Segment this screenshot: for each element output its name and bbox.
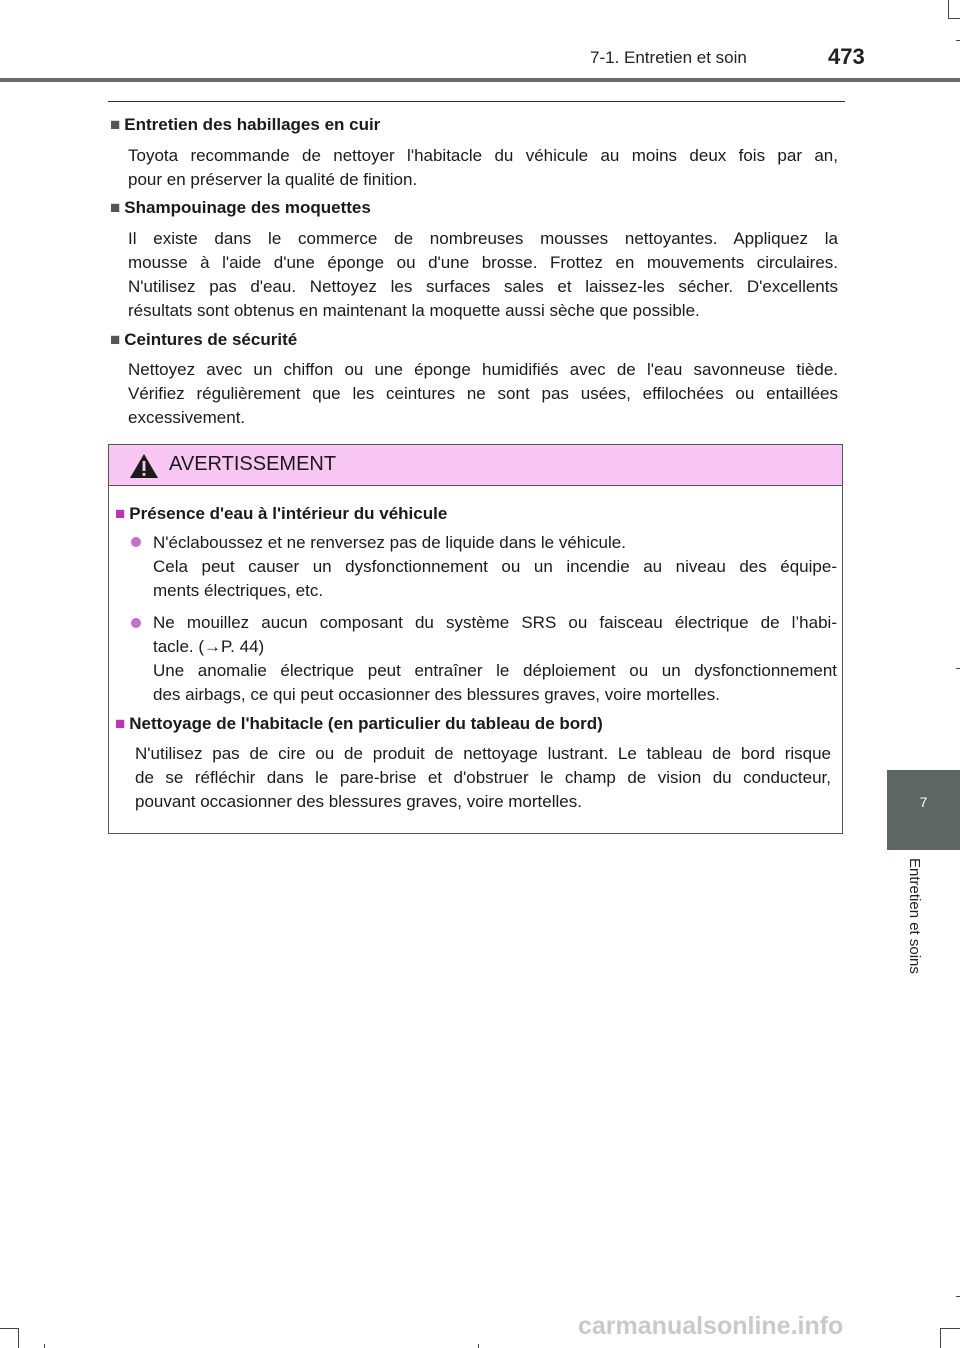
text-line: Cela peut causer un dysfonctionnement ou un incendie au niveau des équipe- <box>153 557 837 576</box>
text-line: mousse à l'aide d'une éponge ou d'une brosse. Frottez en mouvements circulaires. <box>128 253 838 272</box>
warning-triangle-icon <box>129 453 159 479</box>
crop-mark <box>478 1344 479 1348</box>
text-line: Une anomalie électrique peut entraîner le déploiement ou un dysfonctionnement <box>153 661 837 680</box>
warning-heading-text: Présence d'eau à l'intérieur du véhicule <box>129 504 448 523</box>
crop-mark <box>44 1344 45 1348</box>
crop-mark <box>0 1328 18 1329</box>
warning-heading-text: Nettoyage de l'habitacle (en particulier du tableau de bord) <box>129 714 603 733</box>
section-heading-carpet <box>110 198 371 218</box>
circle-bullet-icon <box>131 537 141 547</box>
text-line: N'utilisez pas d'eau. Nettoyez les surfaces sales et laissez-les sécher. D'excellents <box>128 277 838 296</box>
text-line: Nettoyez avec un chiffon ou une éponge humidifiés avec de l'eau savonneuse tiède. <box>128 360 838 379</box>
warning-heading-water <box>115 504 447 524</box>
text-line: Ne mouillez aucun composant du système SRS ou faisceau électrique de l’habi- <box>153 613 837 632</box>
paragraph-carpet <box>128 227 838 323</box>
text-line: Toyota recommande de nettoyer l'habitacle du véhicule au moins deux fois par an, <box>128 146 838 165</box>
warning-bullet-text <box>153 531 837 603</box>
crop-mark <box>956 668 960 669</box>
paragraph-leather <box>128 144 838 192</box>
section-heading-text: Entretien des habillages en cuir <box>124 115 381 134</box>
section-heading-text: Shampouinage des moquettes <box>124 198 371 217</box>
crop-mark <box>18 1328 19 1348</box>
warning-header <box>109 445 842 486</box>
text-line: résultats sont obtenus en maintenant la moquette aussi sèche que possible. <box>128 301 700 320</box>
text-line: pouvant occasionner des blessures graves, voire mortelles. <box>135 792 582 811</box>
section-heading-leather <box>110 115 380 135</box>
watermark: carmanualsonline.info <box>578 1312 844 1340</box>
text-line: tacle. (→P. 44) <box>153 637 265 656</box>
square-bullet-icon: ■ <box>115 714 126 733</box>
text-line: ments électriques, etc. <box>153 581 324 600</box>
text-line: Vérifiez régulièrement que les ceintures ne sont pas usées, effilochées ou entaillées <box>128 384 838 403</box>
warning-bullet-text <box>153 611 837 707</box>
text-line: pour en préserver la qualité de finition. <box>128 170 418 189</box>
crop-mark <box>956 1296 960 1297</box>
text-line: N'éclaboussez et ne renversez pas de liquide dans le véhicule. <box>153 533 626 552</box>
crop-mark <box>948 18 960 19</box>
page-number: 473 <box>828 44 865 69</box>
chapter-label: Entretien et soins <box>906 858 923 974</box>
square-bullet-icon: ■ <box>110 330 121 349</box>
warning-box <box>108 444 843 834</box>
warning-title: AVERTISSEMENT <box>169 453 337 475</box>
header-section-title: 7-1. Entretien et soin <box>590 48 747 67</box>
chapter-tab <box>887 770 960 850</box>
warning-paragraph-dashboard <box>135 742 831 814</box>
content-top-rule <box>108 101 845 102</box>
chapter-number: 7 <box>919 794 928 810</box>
crop-mark <box>940 1328 960 1329</box>
section-heading-seatbelts <box>110 330 297 350</box>
text-line: des airbags, ce qui peut occasionner des blessures graves, voire mortelles. <box>153 685 720 704</box>
crop-mark <box>948 0 949 18</box>
warning-heading-dashboard <box>115 714 603 734</box>
header-divider <box>0 78 960 82</box>
text-line: N'utilisez pas de cire ou de produit de nettoyage lustrant. Le tableau de bord risque <box>135 744 831 763</box>
section-heading-text: Ceintures de sécurité <box>124 330 298 349</box>
circle-bullet-icon <box>131 618 141 628</box>
square-bullet-icon: ■ <box>110 198 121 217</box>
square-bullet-icon: ■ <box>115 504 126 523</box>
text-line: de se réfléchir dans le pare-brise et d'obstruer le champ de vision du conducteur, <box>135 768 831 787</box>
paragraph-seatbelts <box>128 358 838 430</box>
text-line: Il existe dans le commerce de nombreuses mousses nettoyantes. Appliquez la <box>128 229 838 248</box>
crop-mark <box>940 1328 941 1348</box>
crop-mark <box>956 40 960 41</box>
text-line: excessivement. <box>128 408 246 427</box>
square-bullet-icon: ■ <box>110 115 121 134</box>
